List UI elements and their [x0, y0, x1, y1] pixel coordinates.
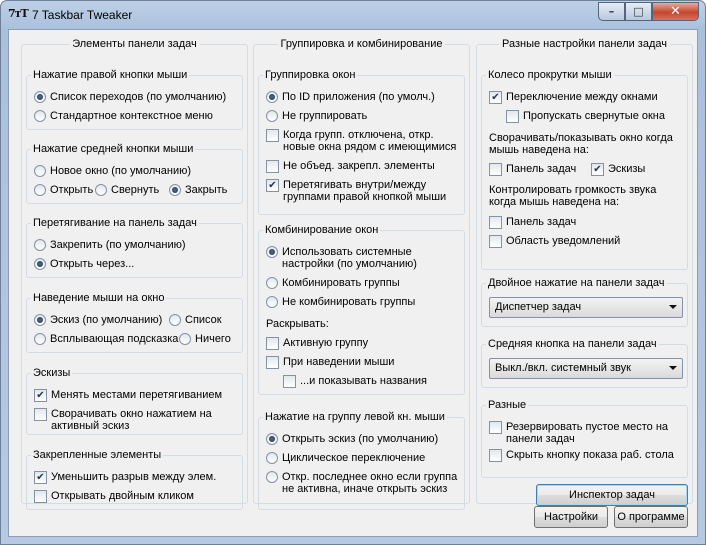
radio-icon	[34, 333, 46, 345]
checkbox-icon	[266, 337, 279, 350]
group-combining	[258, 224, 465, 395]
radio-open-thumbnail[interactable]	[266, 433, 438, 446]
label: Панель задач	[506, 163, 577, 175]
close-button[interactable]: ✕	[652, 2, 699, 21]
checkbox-open-near[interactable]	[266, 129, 462, 153]
checkbox-on-hover[interactable]	[266, 356, 394, 369]
radio-icon	[169, 314, 181, 326]
checkbox-wheel-thumbnails[interactable]	[591, 163, 645, 176]
checkbox-icon	[489, 163, 502, 176]
group-title: Нажатие средней кнопки мыши	[33, 143, 194, 155]
radio-context-menu[interactable]	[34, 110, 213, 123]
chevron-down-icon	[669, 305, 677, 309]
radio-nothing[interactable]	[179, 333, 231, 346]
label: Список переходов (по умолчанию)	[50, 91, 227, 103]
radio-icon	[266, 433, 278, 445]
label: При наведении мыши	[283, 356, 395, 368]
label: Не группировать	[282, 110, 368, 122]
checkbox-minimize-active[interactable]	[34, 408, 234, 432]
radio-icon	[34, 314, 46, 326]
radio-icon	[169, 184, 181, 196]
volume-label: Контролировать громкость звука когда мышь наведена на:	[489, 184, 657, 208]
label: Откр. последнее окно если группа не активна, иначе открыть эскиз	[282, 471, 458, 495]
radio-system-settings[interactable]	[266, 246, 446, 270]
radio-list[interactable]	[169, 314, 222, 327]
label: Открыть	[50, 184, 94, 196]
label: Новое окно (по умолчанию)	[50, 165, 192, 177]
radio-open[interactable]	[34, 184, 93, 197]
label: Комбинировать группы	[282, 277, 400, 289]
label: Перетягивать внутри/между группами правой кнопкой мыши	[283, 179, 447, 203]
radio-close[interactable]	[169, 184, 227, 197]
radio-group-by-appid[interactable]	[266, 91, 435, 104]
checkbox-icon	[266, 160, 279, 173]
group-title: Закрепленные элементы	[33, 449, 162, 461]
double-click-select[interactable]	[489, 297, 683, 318]
radio-no-grouping[interactable]	[266, 110, 367, 123]
group-middle-click	[26, 143, 243, 204]
label: Эскиз (по умолчанию)	[50, 314, 163, 326]
checkbox-volume-taskbar[interactable]	[489, 216, 576, 229]
group-drag-to-taskbar	[26, 217, 243, 278]
radio-icon	[34, 91, 46, 103]
checkbox-wheel-taskbar[interactable]	[489, 163, 576, 176]
label: Когда групп. отключена, откр. новые окна рядом с имеющимися	[283, 129, 457, 153]
checkbox-hide-show-desktop[interactable]	[489, 449, 674, 462]
checkbox-icon	[489, 449, 502, 462]
checkbox-right-drag[interactable]	[266, 179, 456, 203]
group-title: Комбинирование окон	[265, 224, 379, 236]
select-value: Выкл./вкл. системный звук	[495, 362, 631, 374]
checkbox-no-merge-pinned[interactable]	[266, 160, 435, 173]
label: Открывать двойным кликом	[51, 490, 194, 502]
checkbox-icon	[266, 129, 279, 142]
panel-title: Элементы панели задач	[69, 38, 200, 50]
radio-icon	[34, 239, 46, 251]
label: Пропускать свернутые окна	[523, 110, 666, 122]
checkbox-icon	[489, 216, 502, 229]
label: Закрыть	[185, 184, 228, 196]
radio-minimize[interactable]	[95, 184, 159, 197]
checkbox-icon	[489, 421, 502, 434]
radio-open-with[interactable]	[34, 258, 134, 271]
checkbox-checked-icon: ✔	[591, 163, 604, 176]
radio-new-window[interactable]	[34, 165, 191, 178]
label: Переключение между окнами	[506, 91, 658, 103]
radio-combine-groups[interactable]	[266, 277, 400, 290]
group-title: Наведение мыши на окно	[33, 292, 165, 304]
select-value: Диспетчер задач	[495, 301, 582, 313]
group-left-click	[258, 411, 465, 510]
radio-icon	[34, 258, 46, 270]
label: Резервировать пустое место на панели задач	[506, 421, 669, 445]
panel-misc-settings	[476, 38, 693, 504]
group-title: Эскизы	[33, 367, 71, 379]
label: Эскизы	[608, 163, 646, 175]
radio-pin[interactable]	[34, 239, 186, 252]
group-title: Двойное нажатие на панели задач	[488, 277, 665, 289]
group-title: Разные	[488, 399, 527, 411]
label: Использовать системные настройки (по умолчанию)	[282, 246, 417, 270]
checkbox-checked-icon: ✔	[34, 471, 47, 484]
panel-title: Группировка и комбинирование	[278, 38, 446, 50]
checkbox-show-titles[interactable]	[283, 375, 427, 388]
group-pinned	[26, 449, 243, 510]
label: Панель задач	[506, 216, 577, 228]
group-title: Нажатие на группу левой кн. мыши	[265, 411, 445, 423]
label: Ничего	[195, 333, 231, 345]
label: Сворачивать окно нажатием на активный эскиз	[51, 408, 212, 432]
checkbox-skip-minimized[interactable]	[506, 110, 665, 123]
group-title: Нажатие правой кнопки мыши	[33, 69, 188, 81]
checkbox-reserve-space[interactable]	[489, 421, 679, 445]
label: Стандартное контекстное меню	[50, 110, 213, 122]
radio-icon	[266, 246, 278, 258]
panel-grouping	[253, 38, 470, 504]
radio-icon	[95, 184, 107, 196]
radio-open-last[interactable]	[266, 471, 462, 495]
radio-jumplist[interactable]	[34, 91, 226, 104]
label: По ID приложения (по умолч.)	[282, 91, 435, 103]
checkbox-swap-thumbnails[interactable]	[34, 389, 222, 402]
group-title: Группировка окон	[265, 69, 356, 81]
label: Список	[185, 314, 222, 326]
radio-icon	[34, 110, 46, 122]
label: Не комбинировать группы	[282, 296, 416, 308]
label: Не объед. закрепл. элементы	[283, 160, 435, 172]
minimize-button[interactable]: –	[598, 2, 625, 21]
label: Закрепить (по умолчанию)	[50, 239, 186, 251]
radio-icon	[34, 184, 46, 196]
label: ...и показывать названия	[300, 375, 427, 387]
label: Открыть через...	[50, 258, 135, 270]
label: Всплывающая подсказка	[50, 333, 179, 345]
group-window-grouping	[258, 69, 465, 215]
panel-taskbar-items	[21, 38, 248, 504]
label: Менять местами перетягиванием	[51, 389, 223, 401]
label: Уменьшить разрыв между элем.	[51, 471, 217, 483]
radio-cycle[interactable]	[266, 452, 425, 465]
panel-title: Разные настройки панели задач	[499, 38, 670, 50]
group-double-click	[481, 277, 688, 327]
radio-icon	[266, 91, 278, 103]
radio-icon	[266, 110, 278, 122]
radio-icon	[266, 277, 278, 289]
group-thumbnails	[26, 367, 243, 435]
group-middle-button	[481, 338, 688, 388]
label: Скрыть кнопку показа раб. стола	[506, 449, 674, 461]
client-area	[8, 29, 698, 537]
checkbox-icon	[506, 110, 519, 123]
middle-button-select[interactable]	[489, 358, 683, 379]
group-mouse-wheel	[481, 69, 688, 270]
label: Циклическое переключение	[282, 452, 426, 464]
expand-label: Раскрывать:	[266, 318, 329, 330]
checkbox-icon	[34, 408, 47, 421]
group-misc	[481, 399, 688, 478]
checkbox-icon	[489, 235, 502, 248]
checkbox-icon	[34, 490, 47, 503]
title-bar[interactable]	[1, 1, 705, 29]
checkbox-checked-icon: ✔	[266, 179, 279, 192]
maximize-button[interactable]: □	[625, 2, 652, 21]
radio-icon	[34, 165, 46, 177]
radio-icon	[266, 471, 278, 483]
radio-thumbnail[interactable]	[34, 314, 162, 327]
app-icon[interactable]: 7тТ	[8, 7, 28, 20]
checkbox-icon	[283, 375, 296, 388]
radio-icon	[179, 333, 191, 345]
checkbox-switch-windows[interactable]	[489, 91, 658, 104]
checkbox-checked-icon: ✔	[34, 389, 47, 402]
settings-button[interactable]: Настройки	[534, 506, 608, 528]
chevron-down-icon	[669, 366, 677, 370]
label: Открыть эскиз (по умолчанию)	[282, 433, 439, 445]
label: Свернуть	[111, 184, 160, 196]
group-title: Перетягивание на панель задач	[33, 217, 197, 229]
radio-icon	[266, 296, 278, 308]
radio-tooltip[interactable]	[34, 333, 178, 346]
checkbox-checked-icon: ✔	[489, 91, 502, 104]
minimize-restore-label: Сворачивать/показывать окно когда мышь наведена на:	[489, 132, 673, 156]
group-title: Колесо прокрутки мыши	[488, 69, 612, 81]
checkbox-notification-area[interactable]	[489, 235, 620, 248]
label: Область уведомлений	[506, 235, 621, 247]
about-button[interactable]: О программе	[614, 506, 688, 528]
group-right-click	[26, 69, 243, 130]
checkbox-reduce-gap[interactable]	[34, 471, 216, 484]
checkbox-active-group[interactable]	[266, 337, 368, 350]
window-title: 7 Taskbar Tweaker	[32, 8, 133, 22]
group-title: Средняя кнопка на панели задач	[488, 338, 657, 350]
task-inspector-button[interactable]: Инспектор задач	[536, 484, 688, 506]
radio-icon	[266, 452, 278, 464]
checkbox-icon	[266, 356, 279, 369]
radio-no-combine[interactable]	[266, 296, 415, 309]
label: Активную группу	[283, 337, 369, 349]
group-hover	[26, 292, 243, 353]
checkbox-double-click[interactable]	[34, 490, 194, 503]
